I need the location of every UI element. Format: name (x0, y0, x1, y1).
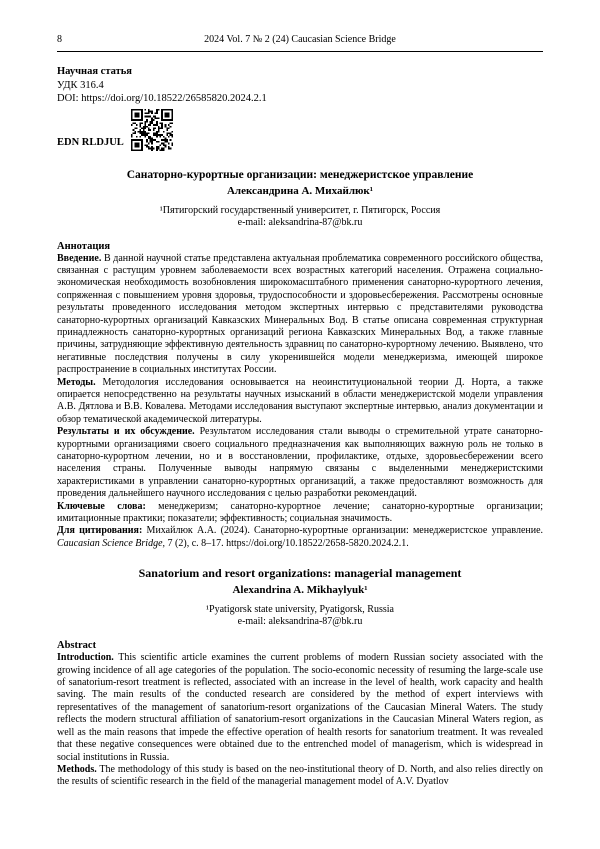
article-meta (57, 65, 543, 151)
section-text: В данной научной статье представлена актуальная проблематика современного российского общества, связанная с растущим уровнем заболеваемости всех возрастных категорий населения. Отражена социально-экономическая необходимость возобновления широкомасштабного применения санаторно-курортного лечения, сопряженная с повышением уровня здоровья, трудоспособности и здоровьесбережения. Рассмотрены основные результаты проведенного исследования методом экспертных интервью с представителями руководства санаторно-курортных организаций Кавказских Минеральных Вод. В статье описана современная структурная принадлежность санаторно-курортных организаций региона Кавказских Минеральных Вод, а также главные причины, затрудняющие эффективную деятельность здравниц по санаторно-курортному лечению. Выявлено, что негативные последствия получены в силу укоренившейся модели менеджеризма, имеющей широкое распространение в социальных институтах России. (57, 252, 544, 376)
ru-section-results (57, 426, 543, 500)
section-text: Методология исследования основывается на неоинституциональной теории Д. Норта, а также опирается непосредственно на результаты научных изысканий в области менеджеристской модели управления А.В. Дятлова и В.В. Ковалева. Методами исследования выступают экспертные интервью, анализ документации и обзор тематической академической литературы. (57, 376, 544, 425)
qr-code (131, 109, 173, 151)
journal-header: 2024 Vol. 7 № 2 (24) Caucasian Science Bridge (204, 34, 396, 45)
section-text: The methodology of this study is based on the neo-institutional theory of D. North, and also relies directly on the results of scientific research in the field of the managerial management model of A.V. Dyatlov (57, 763, 543, 788)
running-head (57, 34, 543, 52)
article-title-en: Sanatorium and resort organizations: managerial management (138, 566, 462, 581)
annotation-heading-ru: Аннотация (57, 240, 111, 252)
ru-citation (57, 525, 543, 550)
article-title-ru: Санаторно-курортные организации: менеджеристское управление (126, 168, 474, 181)
udc-number: УДК 316.4 (57, 79, 104, 91)
edn-code: EDN RLDJUL (57, 137, 124, 148)
section-label: Результаты и их обсуждение. (57, 426, 195, 438)
ru-section-introduction (57, 253, 543, 377)
abstract-heading-en: Abstract (57, 640, 97, 652)
section-text: менеджеризм; санаторно-курортное лечение; санаторно-курортные организации; имитационные практики; показатели; эффективность; социальная значимость. (57, 500, 543, 525)
section-label: Introduction. (57, 652, 114, 664)
edn-row (57, 109, 543, 151)
section-label: Методы. (57, 376, 96, 388)
ru-section-keywords (57, 501, 543, 526)
section-text: This scientific article examines the current problems of modern Russian society associated with the growing incidence of all age categories of the population. The socio-economic necessity of resuming the large-scale use of sanatorium-resort treatment is reflected, associated with an increase in the level of health, work capacity and health saving. The main results of the conducted research are considered by the method of expert interviews with representatives of the management of sanatorium-resort organizations of the Caucasian Mineral Waters. The study reflects the modern structural affiliation of sanatorium-resort organizations in the Caucasian Mineral Waters region, as well as the main reasons that impede the effective operation of health resorts for sanatorium treatment. It was revealed that these negative consequences were obtained due to the entrenched model of managerism, which is widespread in social institutions in Russia. (57, 652, 543, 763)
page-number: 8 (57, 34, 62, 45)
section-text: Результатом исследования стали выводы о стремительной утрате санаторно-курортными организациями своего социального предназначения как выполняющих важную роль не только в санаторно-курортном лечении, но и в восстановлении, профилактике, отдыхе, здоровьесбережении всего населения страны. Полученные выводы напрямую связаны с выделенными менеджеристскими характеристиками в управлении санаторно-курортных организаций, а также предоставляют возможность для проведения дальнейшего научного исследования с целью разработки рекомендаций. (57, 426, 544, 500)
affiliation-en: ¹Pyatigorsk state university, Pyatigorsk, Russia (206, 604, 394, 616)
ru-section-methods (57, 377, 543, 427)
citation-label: Для цитирования: (57, 525, 143, 537)
email-ru: e-mail: aleksandrina-87@bk.ru (237, 216, 363, 228)
author-name-en: Alexandrina A. Mikhaylyuk¹ (232, 584, 368, 597)
article-type-label: Научная статья (57, 66, 132, 77)
email-en: e-mail: aleksandrina-87@bk.ru (237, 616, 363, 628)
doi-line: DOI: https://doi.org/10.18522/26585820.2024.2.1 (57, 93, 267, 104)
citation-text: Михайлюк А.А. (2024). Санаторно-курортные организации: менеджеристское управление. (146, 525, 544, 537)
citation-journal-name: Caucasian Science Bridge, (57, 537, 166, 549)
en-section-methods (57, 764, 543, 789)
section-label: Ключевые слова: (57, 500, 146, 512)
author-name-ru: Александрина А. Михайлюк¹ (226, 184, 374, 197)
section-label: Введение. (57, 252, 102, 264)
section-label: Methods. (57, 763, 97, 775)
en-section-introduction (57, 652, 543, 764)
affiliation-ru: ¹Пятигорский государственный университет, г. Пятигорск, Россия (159, 204, 441, 216)
citation-text: 7 (2), с. 8–17. https://doi.org/10.18522/2658-5820.2024.2.1. (167, 537, 409, 549)
